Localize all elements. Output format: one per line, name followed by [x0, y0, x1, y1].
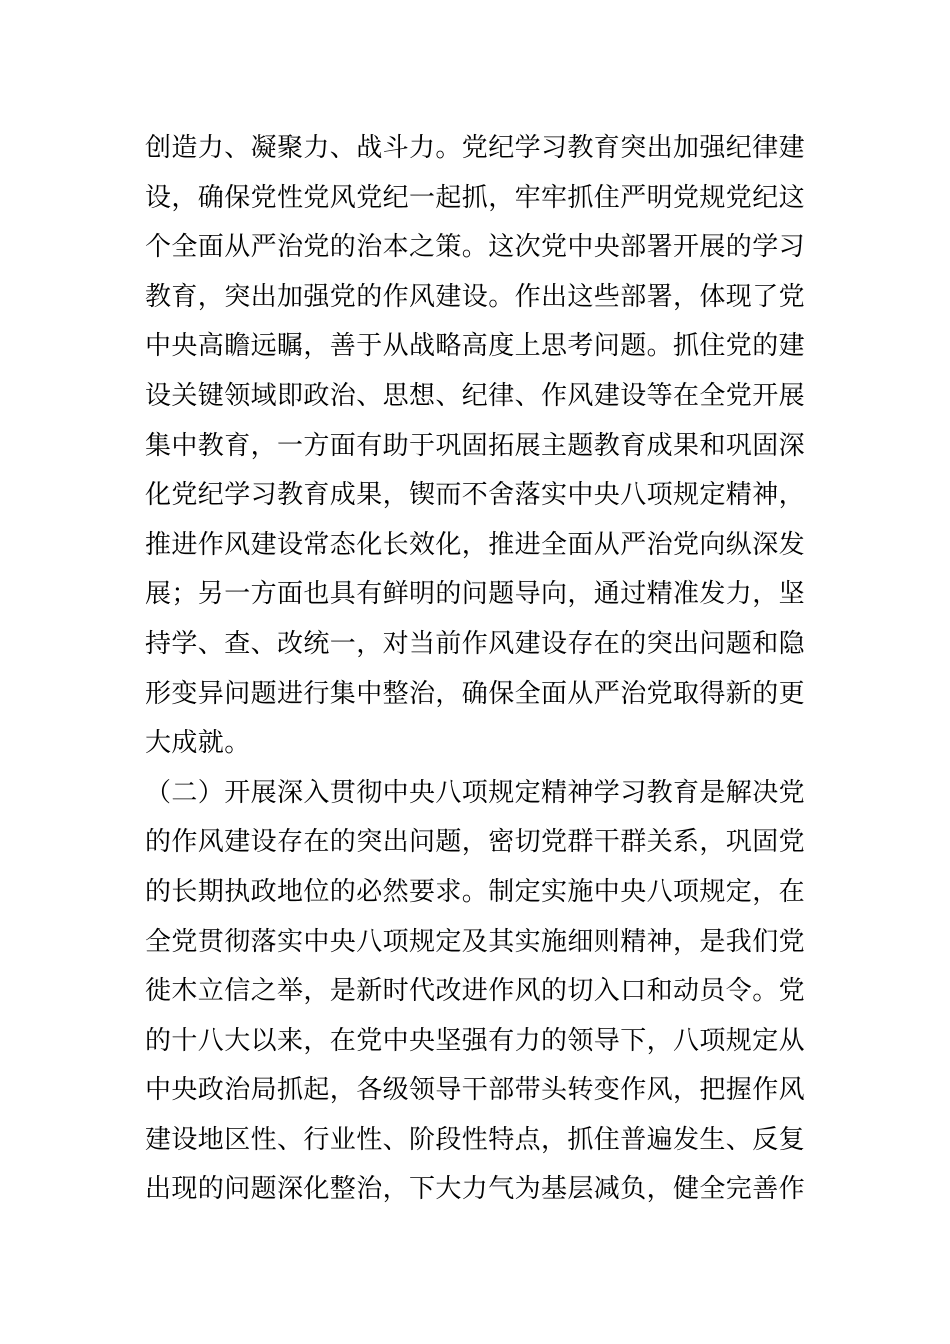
- text-line: 的长期执政地位的必然要求。制定实施中央八项规定，在: [145, 876, 806, 907]
- text-line: 中央政治局抓起，各级领导干部带头转变作风，把握作风: [145, 1075, 806, 1106]
- text-line: 化党纪学习教育成果，锲而不舍落实中央八项规定精神，: [145, 480, 806, 511]
- text-line: 出现的问题深化整治，下大力气为基层减负，健全完善作: [145, 1174, 806, 1205]
- text-line: 个全面从严治党的治本之策。这次党中央部署开展的学习: [145, 232, 806, 263]
- section-heading-line: （二）开展深入贯彻中央八项规定精神学习教育是解决党: [145, 777, 806, 808]
- text-line: 设关键领域即政治、思想、纪律、作风建设等在全党开展: [145, 380, 806, 411]
- text-line: 全党贯彻落实中央八项规定及其实施细则精神，是我们党: [145, 926, 806, 957]
- text-line: 集中教育，一方面有助于巩固拓展主题教育成果和巩固深: [145, 430, 806, 461]
- text-line: 大成就。: [145, 728, 251, 759]
- text-line: 展；另一方面也具有鲜明的问题导向，通过精准发力，坚: [145, 579, 806, 610]
- text-line: 持学、查、改统一，对当前作风建设存在的突出问题和隐: [145, 628, 806, 659]
- text-line: 中央高瞻远瞩，善于从战略高度上思考问题。抓住党的建: [145, 331, 806, 362]
- text-line: 形变异问题进行集中整治，确保全面从严治党取得新的更: [145, 678, 806, 709]
- text-line: 徙木立信之举，是新时代改进作风的切入口和动员令。党: [145, 976, 806, 1007]
- document-body: [145, 124, 815, 1215]
- text-line: 的十八大以来，在党中央坚强有力的领导下，八项规定从: [145, 1025, 806, 1056]
- text-line: 设，确保党性党风党纪一起抓，牢牢抓住严明党规党纪这: [145, 182, 806, 213]
- text-line: 教育，突出加强党的作风建设。作出这些部署，体现了党: [145, 281, 806, 312]
- text-line: 创造力、凝聚力、战斗力。党纪学习教育突出加强纪律建: [145, 133, 806, 163]
- text-line: 的作风建设存在的突出问题，密切党群干群关系，巩固党: [145, 827, 806, 858]
- text-line: 建设地区性、行业性、阶段性特点，抓住普遍发生、反复: [145, 1124, 806, 1155]
- text-line: 推进作风建设常态化长效化，推进全面从严治党向纵深发: [145, 529, 806, 560]
